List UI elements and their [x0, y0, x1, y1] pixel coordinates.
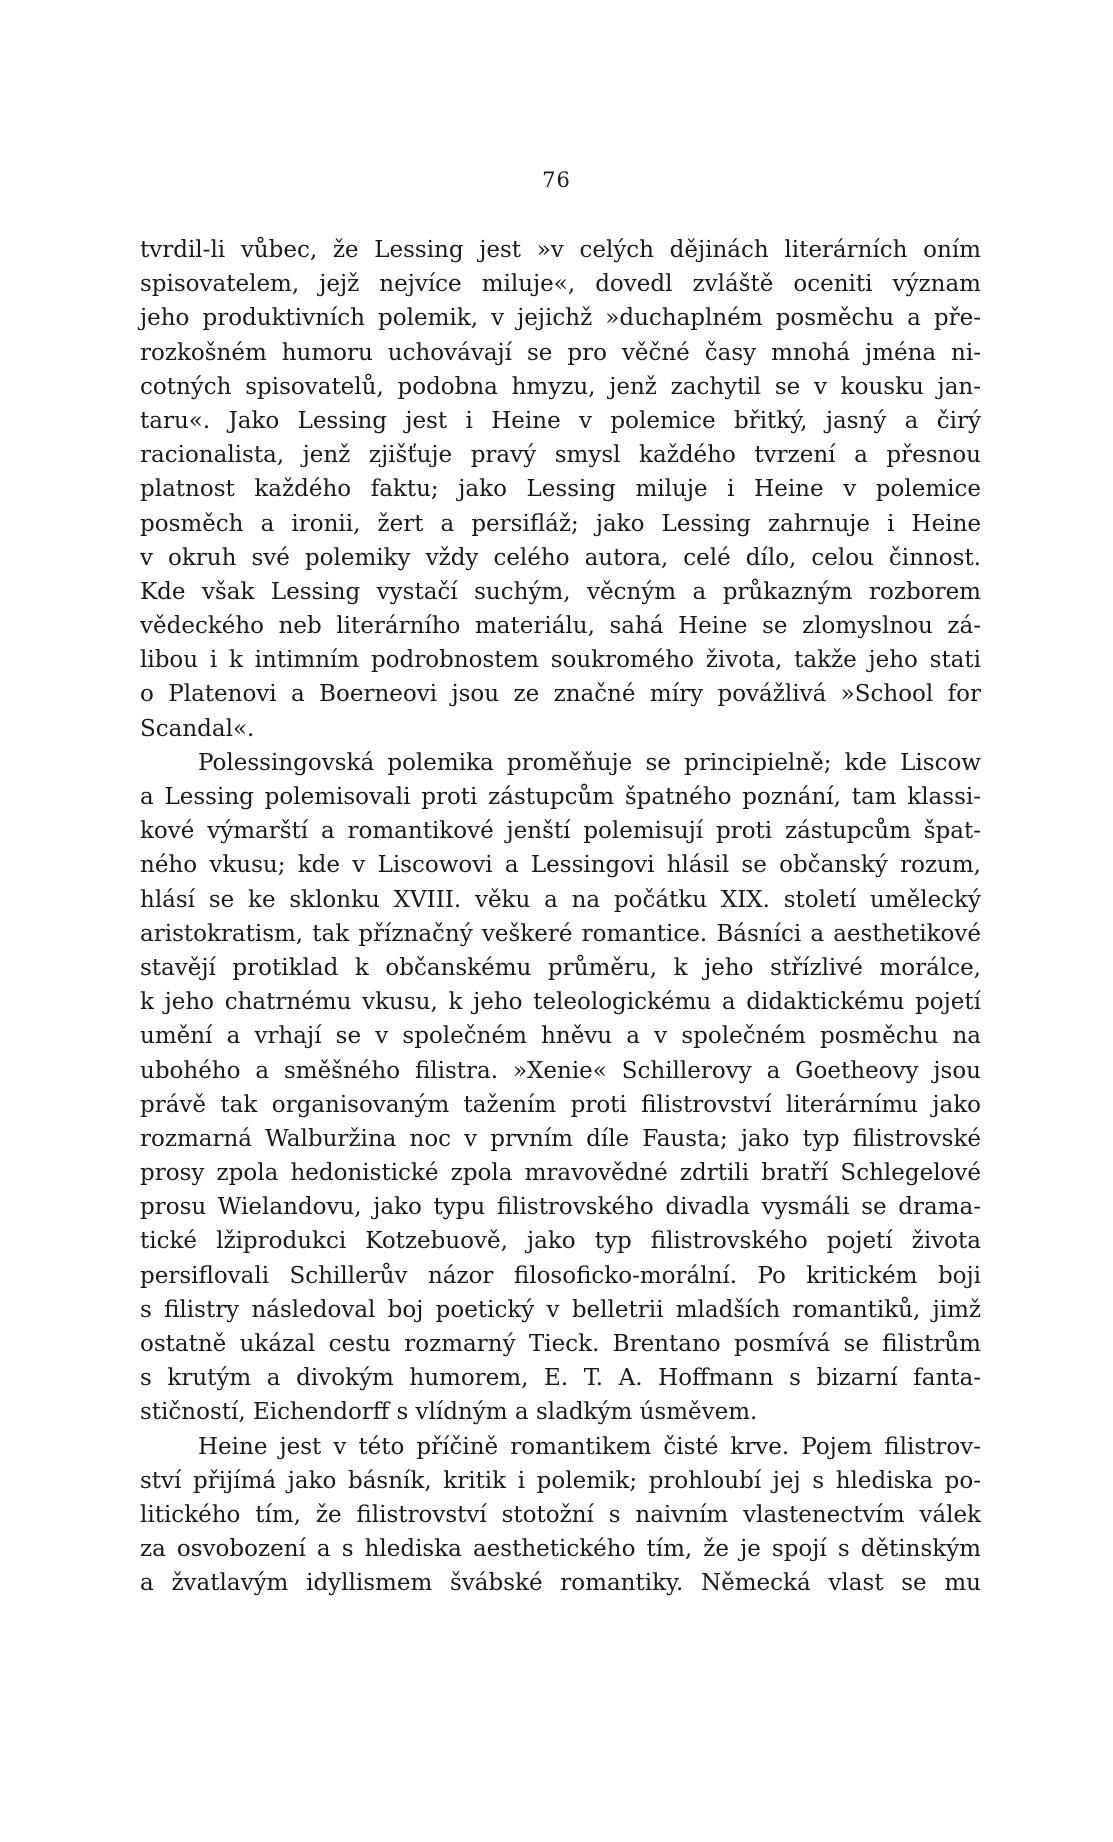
text-line: Heine jest v této příčině romantikem čisté krve. Pojem filistrov- — [198, 1433, 981, 1460]
text-line: posměch a ironii, žert a persifláž; jako Lessing zahrnuje i Heine — [140, 510, 981, 537]
text-line: za osvobození a s hlediska aesthetického tím, že je spojí s dětinským — [140, 1536, 981, 1563]
text-line: stavějí protiklad k občanskému průměru, k jeho střízlivé morálce, — [140, 954, 981, 981]
text-line: v okruh své polemiky vždy celého autora, celé dílo, celou činnost. — [140, 544, 981, 571]
paragraph-3 — [140, 1430, 981, 1601]
text-line: tické lžiprodukci Kotzebuově, jako typ filistrovského pojetí života — [140, 1228, 981, 1255]
text-line: o Platenovi a Boerneovi jsou ze značné míry povážlivá »School for — [140, 681, 981, 708]
text-line: spisovatelem, jejž nejvíce miluje«, dovedl zvláště oceniti význam — [140, 271, 981, 298]
text-line: racionalista, jenž zjišťuje pravý smysl každého tvrzení a přesnou — [140, 442, 981, 469]
text-line: prosu Wielandovu, jako typu filistrovského divadla vysmáli se drama- — [140, 1194, 981, 1221]
text-line: litického tím, že filistrovství stotožní s naivním vlastenectvím válek — [140, 1501, 981, 1528]
text-line: persiflovali Schillerův názor filosoficko-morální. Po kritickém boji — [140, 1262, 981, 1289]
text-line: a Lessing polemisovali proti zástupcům špatného poznání, tam klassi- — [140, 784, 981, 810]
text-line: platnost každého faktu; jako Lessing miluje i Heine v polemice — [140, 476, 981, 503]
text-line: kové výmarští a romantikové jenští polemisují proti zástupcům špat- — [140, 818, 981, 845]
text-line: s krutým a divokým humorem, E. T. A. Hoffmann s bizarní fanta- — [140, 1365, 981, 1392]
text-line: k jeho chatrnému vkusu, k jeho teleologickému a didaktickému pojetí — [140, 989, 981, 1016]
text-line: ství přijímá jako básník, kritik i polemik; prohloubí jej s hlediska po- — [140, 1467, 981, 1494]
text-line: právě tak organisovaným tažením proti filistrovství literárnímu jako — [140, 1091, 981, 1118]
text-line: hlásí se ke sklonku XVIII. věku a na počátku XIX. století umělecký — [140, 886, 981, 913]
text-line: rozkošném humoru uchovávají se pro věčné časy mnohá jména ni- — [140, 339, 981, 366]
text-line: umění a vrhají se v společném hněvu a v společném posměchu na — [140, 1023, 981, 1050]
text-line: tvrdil-li vůbec, že Lessing jest »v celých dějinách literárních oním — [140, 237, 981, 263]
text-line: s filistry následoval boj poetický v belletrii mladších romantiků, jimž — [140, 1296, 981, 1323]
text-line: Polessingovská polemika proměňuje se principielně; kde Liscow — [198, 749, 981, 776]
text-line: rozmarná Walburžina noc v prvním díle Fausta; jako typ filistrovské — [140, 1125, 981, 1152]
text-line: ubohého a směšného filistra. »Xenie« Schillerovy a Goetheovy jsou — [140, 1057, 981, 1084]
paragraph-1 — [140, 233, 981, 746]
text-line: vědeckého neb literárního materiálu, sahá Heine se zlomyslnou zá- — [140, 613, 981, 640]
paragraph-2 — [140, 746, 981, 1430]
text-line: Kde však Lessing vystačí suchým, věcným a průkazným rozborem — [140, 578, 981, 605]
text-line: aristokratism, tak příznačný veškeré romantice. Básníci a aesthetikové — [140, 920, 981, 947]
text-line: prosy zpola hedonistické zpola mravovědné zdrtili bratří Schlegelové — [140, 1160, 981, 1187]
body-text — [140, 233, 981, 1601]
text-line: a žvatlavým idyllismem švábské romantiky. Německá vlast se mu — [140, 1570, 981, 1597]
text-line: cotných spisovatelů, podobna hmyzu, jenž zachytil se v kousku jan- — [140, 373, 981, 400]
text-line: ného vkusu; kde v Liscowovi a Lessingovi hlásil se občanský rozum, — [140, 852, 981, 879]
text-line: ostatně ukázal cestu rozmarný Tieck. Brentano posmívá se filistrům — [140, 1331, 981, 1357]
text-line: taru«. Jako Lessing jest i Heine v polemice břitký, jasný a čirý — [140, 407, 981, 434]
text-line: libou i k intimním podrobnostem soukromého života, takže jeho stati — [140, 647, 981, 674]
page-number: 76 — [542, 168, 571, 192]
text-line: jeho produktivních polemik, v jejichž »duchaplném posměchu a pře- — [140, 305, 981, 332]
text-line: Scandal«. — [140, 715, 255, 742]
text-line: stičností, Eichendorff s vlídným a sladkým úsměvem. — [140, 1399, 758, 1426]
